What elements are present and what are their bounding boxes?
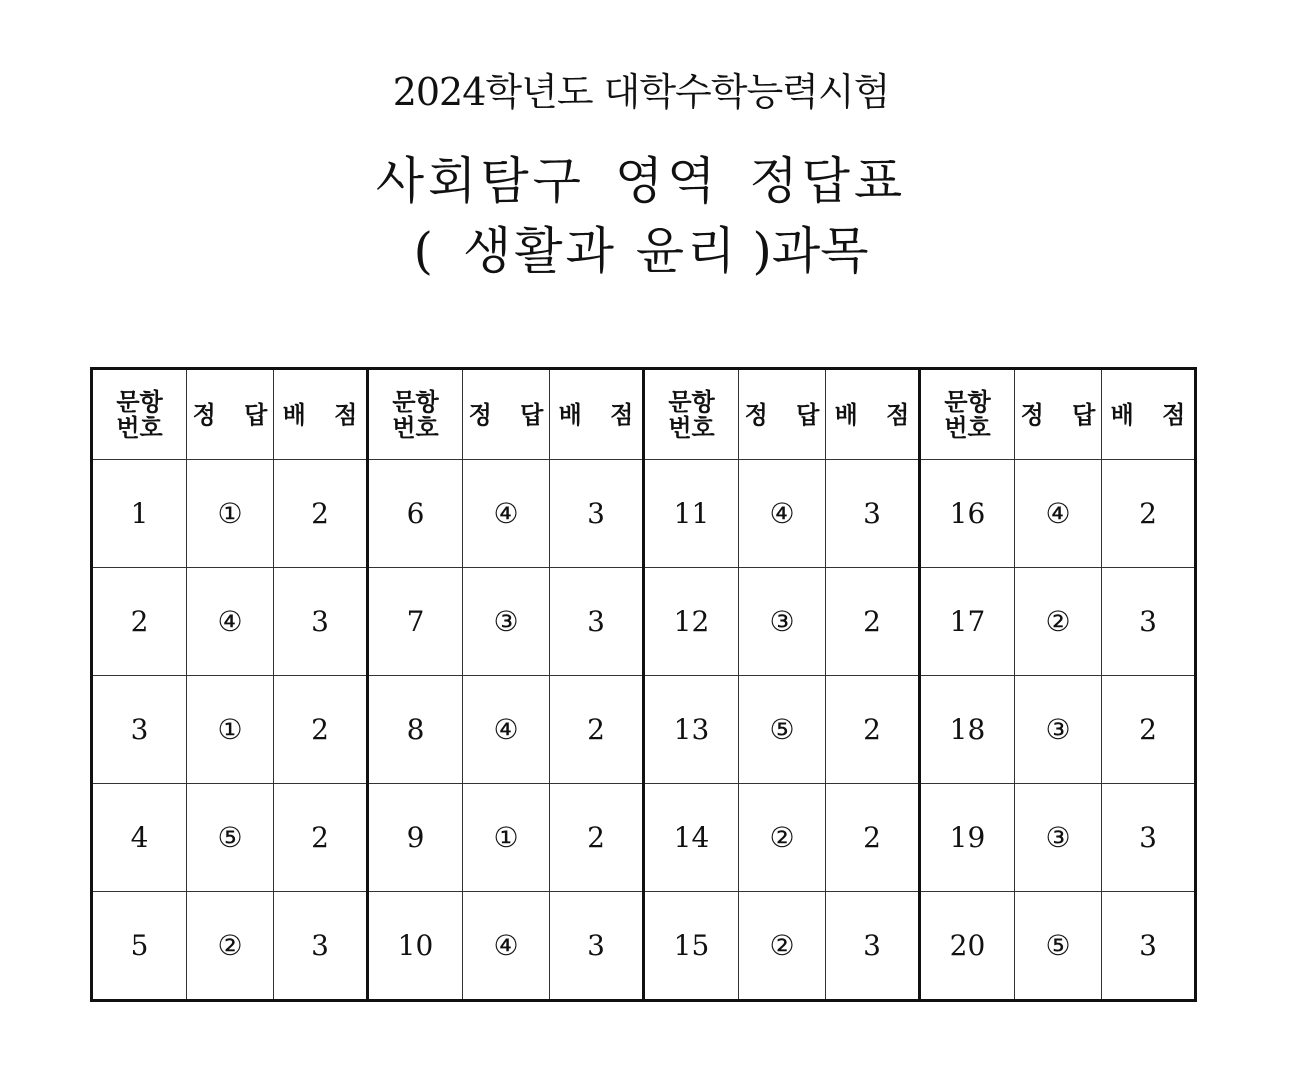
header-points: 배 점 — [274, 369, 368, 460]
points-cell: 2 — [1102, 460, 1196, 568]
question-number-cell: 16 — [920, 460, 1015, 568]
answer-cell: ③ — [739, 568, 826, 676]
header-question-number: 문항 번호 — [368, 369, 463, 460]
points-cell: 3 — [826, 892, 920, 1001]
answer-cell: ③ — [463, 568, 550, 676]
points-cell: 2 — [1102, 676, 1196, 784]
answer-cell: ⑤ — [187, 784, 274, 892]
points-cell: 3 — [1102, 784, 1196, 892]
question-number-cell: 11 — [644, 460, 739, 568]
answer-cell: ① — [463, 784, 550, 892]
points-cell: 3 — [550, 568, 644, 676]
subject-heading — [0, 220, 1282, 282]
question-number-cell: 7 — [368, 568, 463, 676]
points-cell: 3 — [826, 460, 920, 568]
answer-cell: ② — [1015, 568, 1102, 676]
question-number-cell: 20 — [920, 892, 1015, 1001]
table-row — [92, 568, 1196, 676]
table-row — [92, 460, 1196, 568]
answer-cell: ④ — [187, 568, 274, 676]
question-number-cell: 15 — [644, 892, 739, 1001]
exam-year-heading: 2024학년도 대학수학능력시험 — [392, 70, 890, 114]
answer-table — [90, 367, 1197, 1002]
points-cell: 3 — [550, 892, 644, 1001]
page-title: 사회탐구 영역 정답표 — [375, 152, 907, 210]
question-number-cell: 19 — [920, 784, 1015, 892]
answer-cell: ② — [187, 892, 274, 1001]
header-answer: 정 답 — [739, 369, 826, 460]
table-row — [92, 676, 1196, 784]
question-number-cell: 6 — [368, 460, 463, 568]
answer-cell: ① — [187, 460, 274, 568]
answer-cell: ③ — [1015, 784, 1102, 892]
subject-name: 생활과 윤리 — [463, 222, 739, 280]
answer-cell: ⑤ — [739, 676, 826, 784]
question-number-cell: 18 — [920, 676, 1015, 784]
points-cell: 3 — [274, 892, 368, 1001]
answer-cell: ④ — [739, 460, 826, 568]
points-cell: 2 — [826, 784, 920, 892]
points-cell: 3 — [1102, 892, 1196, 1001]
question-number-cell: 17 — [920, 568, 1015, 676]
question-number-cell: 9 — [368, 784, 463, 892]
question-number-cell: 8 — [368, 676, 463, 784]
points-cell: 2 — [274, 784, 368, 892]
points-cell: 2 — [550, 676, 644, 784]
question-number-cell: 2 — [92, 568, 187, 676]
answer-cell: ④ — [463, 676, 550, 784]
header-answer: 정 답 — [1015, 369, 1102, 460]
table-row — [92, 784, 1196, 892]
answer-cell: ② — [739, 784, 826, 892]
points-cell: 3 — [1102, 568, 1196, 676]
header-points: 배 점 — [826, 369, 920, 460]
subject-close-suffix: )과목 — [752, 222, 869, 280]
answer-cell: ③ — [1015, 676, 1102, 784]
table-header-row — [92, 369, 1196, 460]
question-number-cell: 5 — [92, 892, 187, 1001]
answer-cell: ② — [739, 892, 826, 1001]
points-cell: 2 — [826, 676, 920, 784]
header-answer: 정 답 — [463, 369, 550, 460]
answer-cell: ④ — [463, 460, 550, 568]
question-number-cell: 12 — [644, 568, 739, 676]
question-number-cell: 14 — [644, 784, 739, 892]
question-number-cell: 4 — [92, 784, 187, 892]
subject-open-paren: ( — [413, 222, 433, 280]
answer-cell: ① — [187, 676, 274, 784]
header-points: 배 점 — [550, 369, 644, 460]
points-cell: 2 — [274, 460, 368, 568]
question-number-cell: 10 — [368, 892, 463, 1001]
header-question-number: 문항 번호 — [920, 369, 1015, 460]
header-question-number: 문항 번호 — [92, 369, 187, 460]
points-cell: 2 — [274, 676, 368, 784]
question-number-cell: 1 — [92, 460, 187, 568]
table-row — [92, 892, 1196, 1001]
answer-cell: ④ — [463, 892, 550, 1001]
question-number-cell: 13 — [644, 676, 739, 784]
header-points: 배 점 — [1102, 369, 1196, 460]
points-cell: 3 — [550, 460, 644, 568]
points-cell: 2 — [550, 784, 644, 892]
question-number-cell: 3 — [92, 676, 187, 784]
header-answer: 정 답 — [187, 369, 274, 460]
points-cell: 2 — [826, 568, 920, 676]
answer-cell: ⑤ — [1015, 892, 1102, 1001]
header-question-number: 문항 번호 — [644, 369, 739, 460]
answer-cell: ④ — [1015, 460, 1102, 568]
points-cell: 3 — [274, 568, 368, 676]
